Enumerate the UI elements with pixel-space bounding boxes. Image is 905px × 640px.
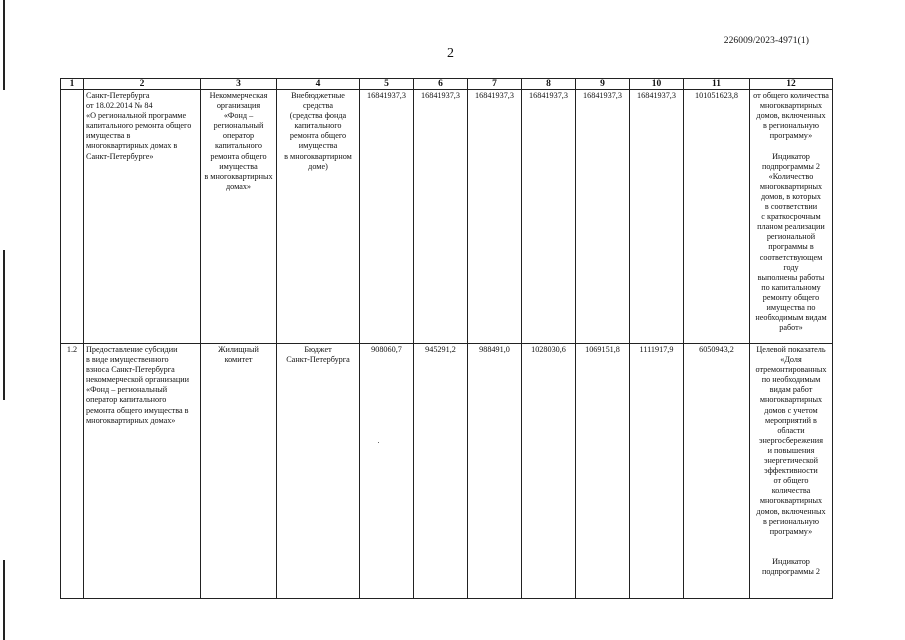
funding-source-cell: Бюджет Санкт-Петербурга bbox=[277, 344, 360, 599]
total-amount-cell: 6050943,2 bbox=[684, 344, 750, 599]
indicator-cell: Целевой показатель «Доля отремонтированных по необходимым видам работ многоквартирных домов с учетом мероприятий в области энергосбережения и повышения энергетической эффективности от общего количества многоквартирных домов, включенных в региональную программу» Индикатор подпрограммы 2 bbox=[750, 344, 833, 599]
column-header: 5 bbox=[360, 79, 414, 90]
column-header: 1 bbox=[61, 79, 84, 90]
executor-cell: Жилищный комитет bbox=[201, 344, 277, 599]
column-header: 6 bbox=[414, 79, 468, 90]
activity-cell: Предоставление субсидии в виде имущественного взноса Санкт-Петербурга некоммерческой организации «Фонд – региональный оператор капитального ремонта общего имущества в многоквартирных домах» bbox=[84, 344, 201, 599]
amount-cell: 16841937,3 bbox=[576, 90, 630, 344]
row-number bbox=[61, 90, 84, 344]
amount-cell: 1069151,8 bbox=[576, 344, 630, 599]
table-row bbox=[61, 344, 833, 599]
amount-cell: 945291,2 bbox=[414, 344, 468, 599]
amount-cell: 1111917,9 bbox=[630, 344, 684, 599]
column-header: 7 bbox=[468, 79, 522, 90]
column-header: 11 bbox=[684, 79, 750, 90]
column-header: 12 bbox=[750, 79, 833, 90]
column-header: 2 bbox=[84, 79, 201, 90]
amount-cell: 16841937,3 bbox=[522, 90, 576, 344]
column-header: 3 bbox=[201, 79, 277, 90]
column-header: 8 bbox=[522, 79, 576, 90]
amount-cell: 16841937,3 bbox=[414, 90, 468, 344]
total-amount-cell: 101051623,8 bbox=[684, 90, 750, 344]
funding-source-cell: Внебюджетные средства (средства фонда капитального ремонта общего имущества в многоквартирном доме) bbox=[277, 90, 360, 344]
amount-cell: 908060,7 bbox=[360, 344, 414, 599]
column-header-row bbox=[61, 79, 833, 90]
column-header: 9 bbox=[576, 79, 630, 90]
scan-edge-mark bbox=[0, 0, 6, 640]
activity-cell: Санкт-Петербурга от 18.02.2014 № 84 «О региональной программе капитального ремонта общего имущества в многоквартирных домах в Санкт-Петербурге» bbox=[84, 90, 201, 344]
indicator-cell: от общего количества многоквартирных домов, включенных в региональную программу» Индикатор подпрограммы 2 «Количество многоквартирных домов, в которых в соответствии с краткосрочным планом реализации региональной программы в соответствующем году выполнены работы по капитальному ремонту общего имущества по необходимым видам работ» bbox=[750, 90, 833, 344]
column-header: 4 bbox=[277, 79, 360, 90]
amount-cell: 1028030,6 bbox=[522, 344, 576, 599]
scan-speck bbox=[378, 442, 379, 443]
program-table bbox=[60, 78, 833, 599]
table-row bbox=[61, 90, 833, 344]
document-registration-number: 226009/2023-4971(1) bbox=[723, 36, 809, 46]
amount-cell: 16841937,3 bbox=[630, 90, 684, 344]
amount-cell: 16841937,3 bbox=[360, 90, 414, 344]
page-number: 2 bbox=[447, 46, 454, 61]
amount-cell: 988491,0 bbox=[468, 344, 522, 599]
column-header: 10 bbox=[630, 79, 684, 90]
row-number: 1.2 bbox=[61, 344, 84, 599]
amount-cell: 16841937,3 bbox=[468, 90, 522, 344]
executor-cell: Некоммерческая организация «Фонд – региональный оператор капитального ремонта общего имущества в многоквартирных домах» bbox=[201, 90, 277, 344]
